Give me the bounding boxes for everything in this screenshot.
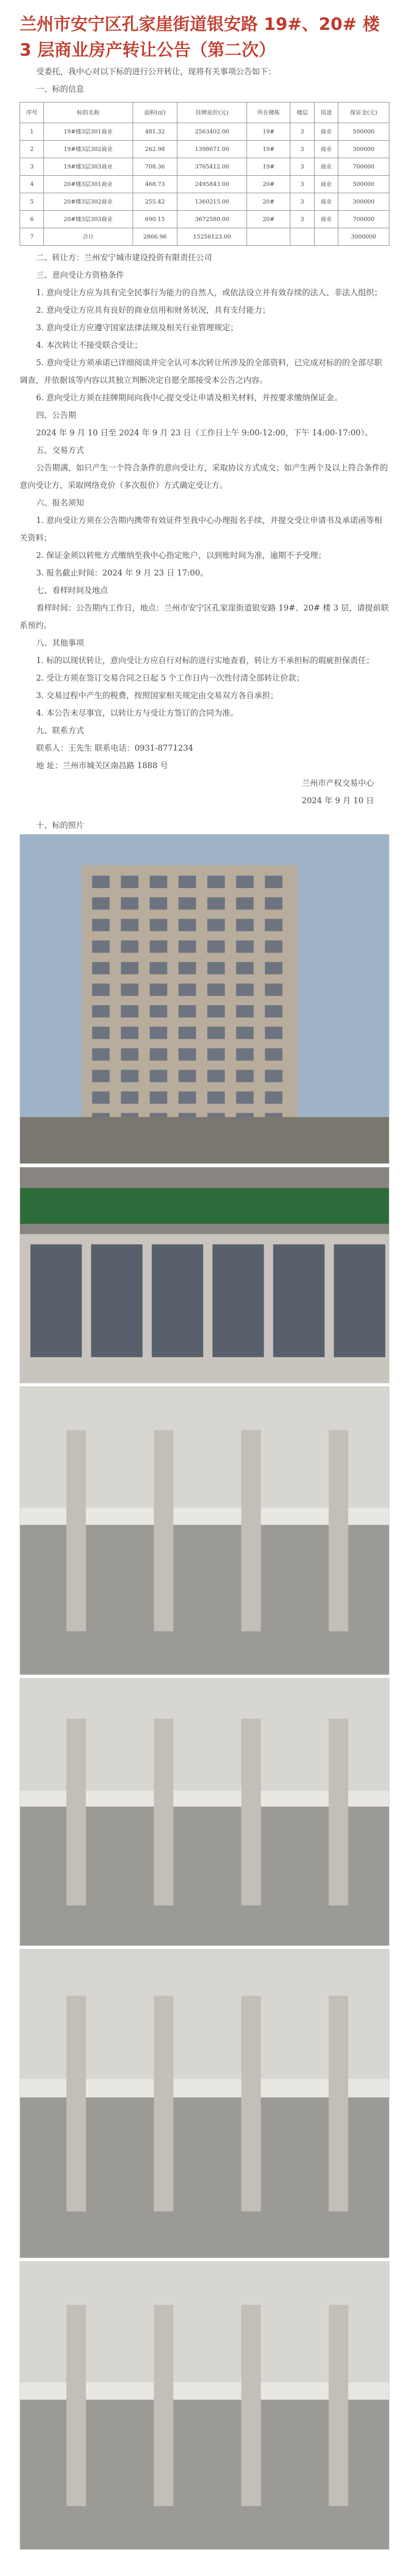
table-cell: 708.36	[133, 158, 177, 176]
table-cell: 20#楼3层301商业	[44, 176, 133, 193]
body-paragraph: 2. 受让方须在签订交易合同之日起 5 个工作日内一次性付清全部转让价款；	[36, 673, 304, 683]
table-row	[20, 141, 389, 158]
table-header-row	[20, 103, 389, 123]
body-paragraph: 联系人：王先生 联系电话：0931-8771234	[36, 743, 193, 753]
table-cell: 255.42	[133, 193, 177, 211]
table-cell: 19#楼3层302商业	[44, 141, 133, 158]
table-cell: 690.15	[133, 211, 177, 228]
table-row	[20, 176, 389, 193]
building-exterior-photo	[20, 834, 389, 1164]
body-paragraph: 3. 报名截止时间：2024 年 9 月 23 日 17:00。	[36, 568, 208, 578]
body-paragraph: 六、报名须知	[36, 498, 85, 507]
table-cell: 20#楼3层303商业	[44, 211, 133, 228]
photo-gallery	[20, 834, 389, 2553]
table-cell: 3672580.00	[177, 211, 247, 228]
signature-block	[20, 774, 389, 809]
table-cell: 1398671.00	[177, 141, 247, 158]
interior-corridor-photo	[20, 1949, 389, 2258]
table-cell: 19#	[247, 158, 290, 176]
table-cell: 1360215.00	[177, 193, 247, 211]
signature-org: 兰州市产权交易中心	[302, 778, 374, 788]
body-paragraph: 五、交易方式	[36, 446, 85, 455]
table-cell: 3765412.00	[177, 158, 247, 176]
table-row	[20, 228, 389, 246]
table-cell: 300000	[338, 141, 389, 158]
body-paragraph: 四、公告期	[36, 411, 76, 420]
table-cell: 20#	[247, 193, 290, 211]
body-paragraph: 三、意向受让方资格条件	[36, 270, 124, 280]
body-paragraph: 3. 交易过程中产生的税费，按照国家相关规定由交易双方各自承担；	[36, 691, 279, 700]
body-paragraph: 七、看样时间及地点	[36, 586, 108, 595]
table-body	[20, 123, 389, 246]
table-header-cell: 楼层	[290, 103, 314, 123]
body-paragraph: 看样时间：公告期内工作日，地点：兰州市安宁区孔家崖街道银安路 19#、20# 楼 3 层，请提前联系预约。	[20, 603, 389, 630]
body-paragraph: 地 址：兰州市城关区南昌路 1888 号	[36, 761, 168, 770]
table-cell: 3	[290, 193, 314, 211]
table-cell: 19#楼3层301商业	[44, 123, 133, 141]
interior-hall-photo-1	[20, 1386, 389, 1675]
table-cell	[314, 228, 338, 246]
interior-space-photo	[20, 2261, 389, 2550]
body-paragraph: 公告期满，如只产生一个符合条件的意向受让方，采取协议方式成交；如产生两个及以上符合条件的意向受让方，采取网络竞价（多次报价）方式确定受让方。	[20, 463, 388, 490]
table-cell	[290, 228, 314, 246]
table-cell: 500000	[338, 176, 389, 193]
table-cell: 商业	[314, 193, 338, 211]
section-heading: 一、标的信息	[36, 84, 85, 94]
table-cell: 3	[20, 158, 44, 176]
table-cell: 商业	[314, 176, 338, 193]
table-cell: 4	[20, 176, 44, 193]
table-cell: 19#	[247, 123, 290, 141]
table-header-cell: 保证金(元)	[338, 103, 389, 123]
table-cell	[247, 228, 290, 246]
interior-hall-photo-2	[20, 1678, 389, 1946]
table-cell: 商业	[314, 123, 338, 141]
table-row	[20, 123, 389, 141]
body-paragraph: 2024 年 9 月 10 日至 2024 年 9 月 23 日（工作日上午 9:00-12:00，下午 14:00-17:00）。	[36, 428, 373, 437]
table-cell: 3	[290, 141, 314, 158]
table-cell: 700000	[338, 211, 389, 228]
table-cell: 19#楼3层303商业	[44, 158, 133, 176]
table-cell: 5	[20, 193, 44, 211]
body-paragraph: 八、其他事项	[36, 638, 85, 648]
table-cell: 700000	[338, 158, 389, 176]
table-header-cell: 挂牌底价(元)	[177, 103, 247, 123]
intro-line: 受委托，我中心对以下标的进行公开转让，现将有关事项公告如下：	[36, 67, 276, 76]
table-cell: 2866.96	[133, 228, 177, 246]
table-header-cell: 标的名称	[44, 103, 133, 123]
table-cell: 15256123.00	[177, 228, 247, 246]
body-paragraph: 九、联系方式	[36, 726, 85, 735]
table-header-cell: 所在楼栋	[247, 103, 290, 123]
table-cell: 20#	[247, 176, 290, 193]
table-cell: 262.98	[133, 141, 177, 158]
body-paragraph: 3. 意向受让方应遵守国家法律法规及相关行业管理规定；	[36, 323, 238, 332]
table-cell: 商业	[314, 158, 338, 176]
table-row	[20, 158, 389, 176]
table-cell: 合计	[44, 228, 133, 246]
table-cell: 3	[290, 123, 314, 141]
table-cell: 商业	[314, 211, 338, 228]
table-cell: 3000000	[338, 228, 389, 246]
table-cell: 481.32	[133, 123, 177, 141]
signature-date: 2024 年 9 月 10 日	[301, 796, 374, 805]
table-cell: 3	[290, 158, 314, 176]
body-paragraph: 5. 意向受让方须承诺已详细阅读并完全认可本次转让所涉及的全部资料，已完成对标的的全部尽职调查，并依据该等内容以其独立判断决定自愿全部接受本公告之内容。	[20, 358, 382, 385]
table-header-cell: 用途	[314, 103, 338, 123]
asset-table	[20, 102, 389, 246]
table-cell: 3	[290, 176, 314, 193]
body-paragraph: 2. 保证金须以转账方式缴纳至我中心指定账户，以到账时间为准，逾期不予受理；	[36, 551, 326, 560]
table-cell: 300000	[338, 193, 389, 211]
announcement-body	[20, 249, 389, 774]
announcement-title: 兰州市安宁区孔家崖街道银安路 19#、20# 楼 3 层商业房产转让公告（第二次）	[20, 14, 380, 60]
body-paragraph: 4. 本公告未尽事宜，以转让方与受让方签订的合同为准。	[36, 708, 238, 718]
table-row	[20, 193, 389, 211]
table-cell: 2495843.00	[177, 176, 247, 193]
photos-heading: 十、标的照片	[36, 821, 85, 830]
table-cell: 468.73	[133, 176, 177, 193]
body-paragraph: 4. 本次转让不接受联合受让；	[36, 341, 142, 350]
table-header-cell: 面积(㎡)	[133, 103, 177, 123]
table-cell: 7	[20, 228, 44, 246]
table-cell: 商业	[314, 141, 338, 158]
table-cell: 2	[20, 141, 44, 158]
table-cell: 20#	[247, 211, 290, 228]
body-paragraph: 1. 标的以现状转让，意向受让方应自行对标的进行实地查看，转让方不承担标的瑕疵担保责任；	[36, 656, 374, 665]
table-header-cell: 序号	[20, 103, 44, 123]
body-paragraph: 1. 意向受让方须在公告期内携带有效证件至我中心办理报名手续，并提交受让申请书及承诺函等相关资料；	[20, 516, 382, 543]
table-row	[20, 211, 389, 228]
body-paragraph: 6. 意向受让方须在挂牌期间向我中心提交受让申请及相关材料，并按要求缴纳保证金。	[36, 393, 342, 402]
table-cell: 2563402.00	[177, 123, 247, 141]
table-cell: 1	[20, 123, 44, 141]
table-cell: 20#楼3层302商业	[44, 193, 133, 211]
table-cell: 3	[290, 211, 314, 228]
table-cell: 6	[20, 211, 44, 228]
storefront-photo	[20, 1167, 389, 1383]
body-paragraph: 二、转让方：兰州安宁城市建设投资有限责任公司	[36, 253, 212, 262]
body-paragraph: 1. 意向受让方应为具有完全民事行为能力的自然人，或依法设立并有效存续的法人、非法人组织；	[36, 288, 382, 297]
table-cell: 500000	[338, 123, 389, 141]
intro-section	[20, 63, 389, 98]
body-paragraph: 2. 意向受让方应具有良好的商业信用和财务状况，具有支付能力；	[36, 306, 270, 315]
table-cell: 19#	[247, 141, 290, 158]
